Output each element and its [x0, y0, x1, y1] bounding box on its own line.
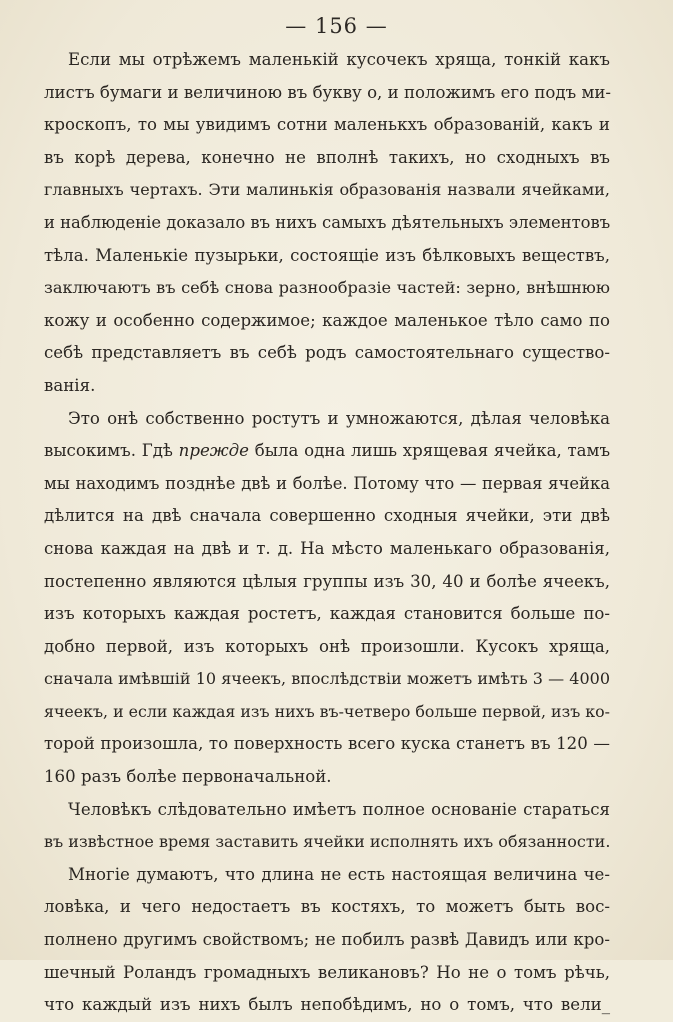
text-line: Многіе думаютъ, что длина не есть настоящая величина че- [68, 864, 610, 884]
text-line: что каждый изъ нихъ былъ непобѣдимъ, но о томъ, что вели_ [44, 995, 610, 1015]
text-line: ванія. [44, 375, 96, 395]
text-line: въ извѣстное время заставить ячейки исполнять ихъ обязанности. [44, 832, 611, 852]
text-line: сначала имѣвшій 10 ячеекъ, впослѣдствіи можетъ имѣть 3 — 4000 [44, 669, 610, 689]
text-line: 160 разъ болѣе первоначальной. [44, 767, 332, 787]
text-line: дѣлится на двѣ сначала совершенно сходныя ячейки, эти двѣ [44, 506, 610, 526]
text-segment: высокимъ. Гдѣ [44, 441, 179, 461]
text-line: ловѣка, и чего недостаетъ въ костяхъ, то можетъ быть вос- [44, 897, 610, 917]
text-line: кожу и особенно содержимое; каждое маленькое тѣло само по [44, 310, 610, 330]
text-line: кроскопъ, то мы увидимъ сотни маленькхъ образованій, какъ и [44, 115, 610, 135]
text-line: главныхъ чертахъ. Эти малинькія образованія назвали ячейками, [44, 180, 610, 200]
text-line: и наблюденіе доказало въ нихъ самыхъ дѣятельныхъ элементовъ [44, 212, 611, 232]
text-line: тѣла. Маленькіе пузырьки, состоящіе изъ бѣлковыхъ веществъ, [44, 245, 610, 265]
text-line: снова каждая на двѣ и т. д. На мѣсто маленькаго образованія, [44, 538, 610, 558]
text-line: Если мы отрѣжемъ маленькій кусочекъ хряща, тонкій какъ [68, 50, 610, 69]
text-line: торой произошла, то поверхность всего куска станетъ въ 120 — [44, 734, 610, 754]
text-segment: была одна лишь хрящевая ячейка, тамъ [249, 441, 610, 461]
body-text [44, 44, 610, 1022]
text-line: мы находимъ позднѣе двѣ и болѣе. Потому что — первая ячейка [44, 473, 610, 493]
page-number: — 156 — [285, 14, 388, 38]
text-line: Человѣкъ слѣдовательно имѣетъ полное основаніе стараться [68, 799, 610, 819]
text-line: Это онѣ собственно ростутъ и умножаются, дѣлая человѣка [68, 408, 610, 428]
emphasized-word: прежде [178, 441, 250, 461]
text-line: листъ бумаги и величиною въ букву о, и положимъ его подъ ми- [44, 82, 612, 102]
text-line: себѣ представляетъ въ себѣ родъ самостоятельнаго существо- [44, 343, 610, 363]
text-line: полнено другимъ свойствомъ; не побилъ развѣ Давидъ или кро- [44, 930, 610, 950]
text-line: заключаютъ въ себѣ снова разнообразіе частей: зерно, внѣшнюю [44, 278, 610, 298]
text-line [44, 435, 610, 468]
text-line: ячеекъ, и если каждая изъ нихъ въ-четверо больше первой, изъ ко- [44, 701, 610, 721]
text-line: изъ которыхъ каждая ростетъ, каждая становится больше по- [44, 604, 610, 624]
text-line: добно первой, изъ которыхъ онѣ произошли. Кусокъ хряща, [44, 636, 610, 656]
text-line: постепенно являются цѣлыя группы изъ 30, 40 и болѣе ячеекъ, [44, 571, 610, 591]
text-line: въ корѣ дерева, конечно не вполнѣ такихъ, но сходныхъ въ [44, 147, 610, 167]
text-line: шечный Роландъ громадныхъ великановъ? Но не о томъ рѣчь, [44, 962, 610, 982]
